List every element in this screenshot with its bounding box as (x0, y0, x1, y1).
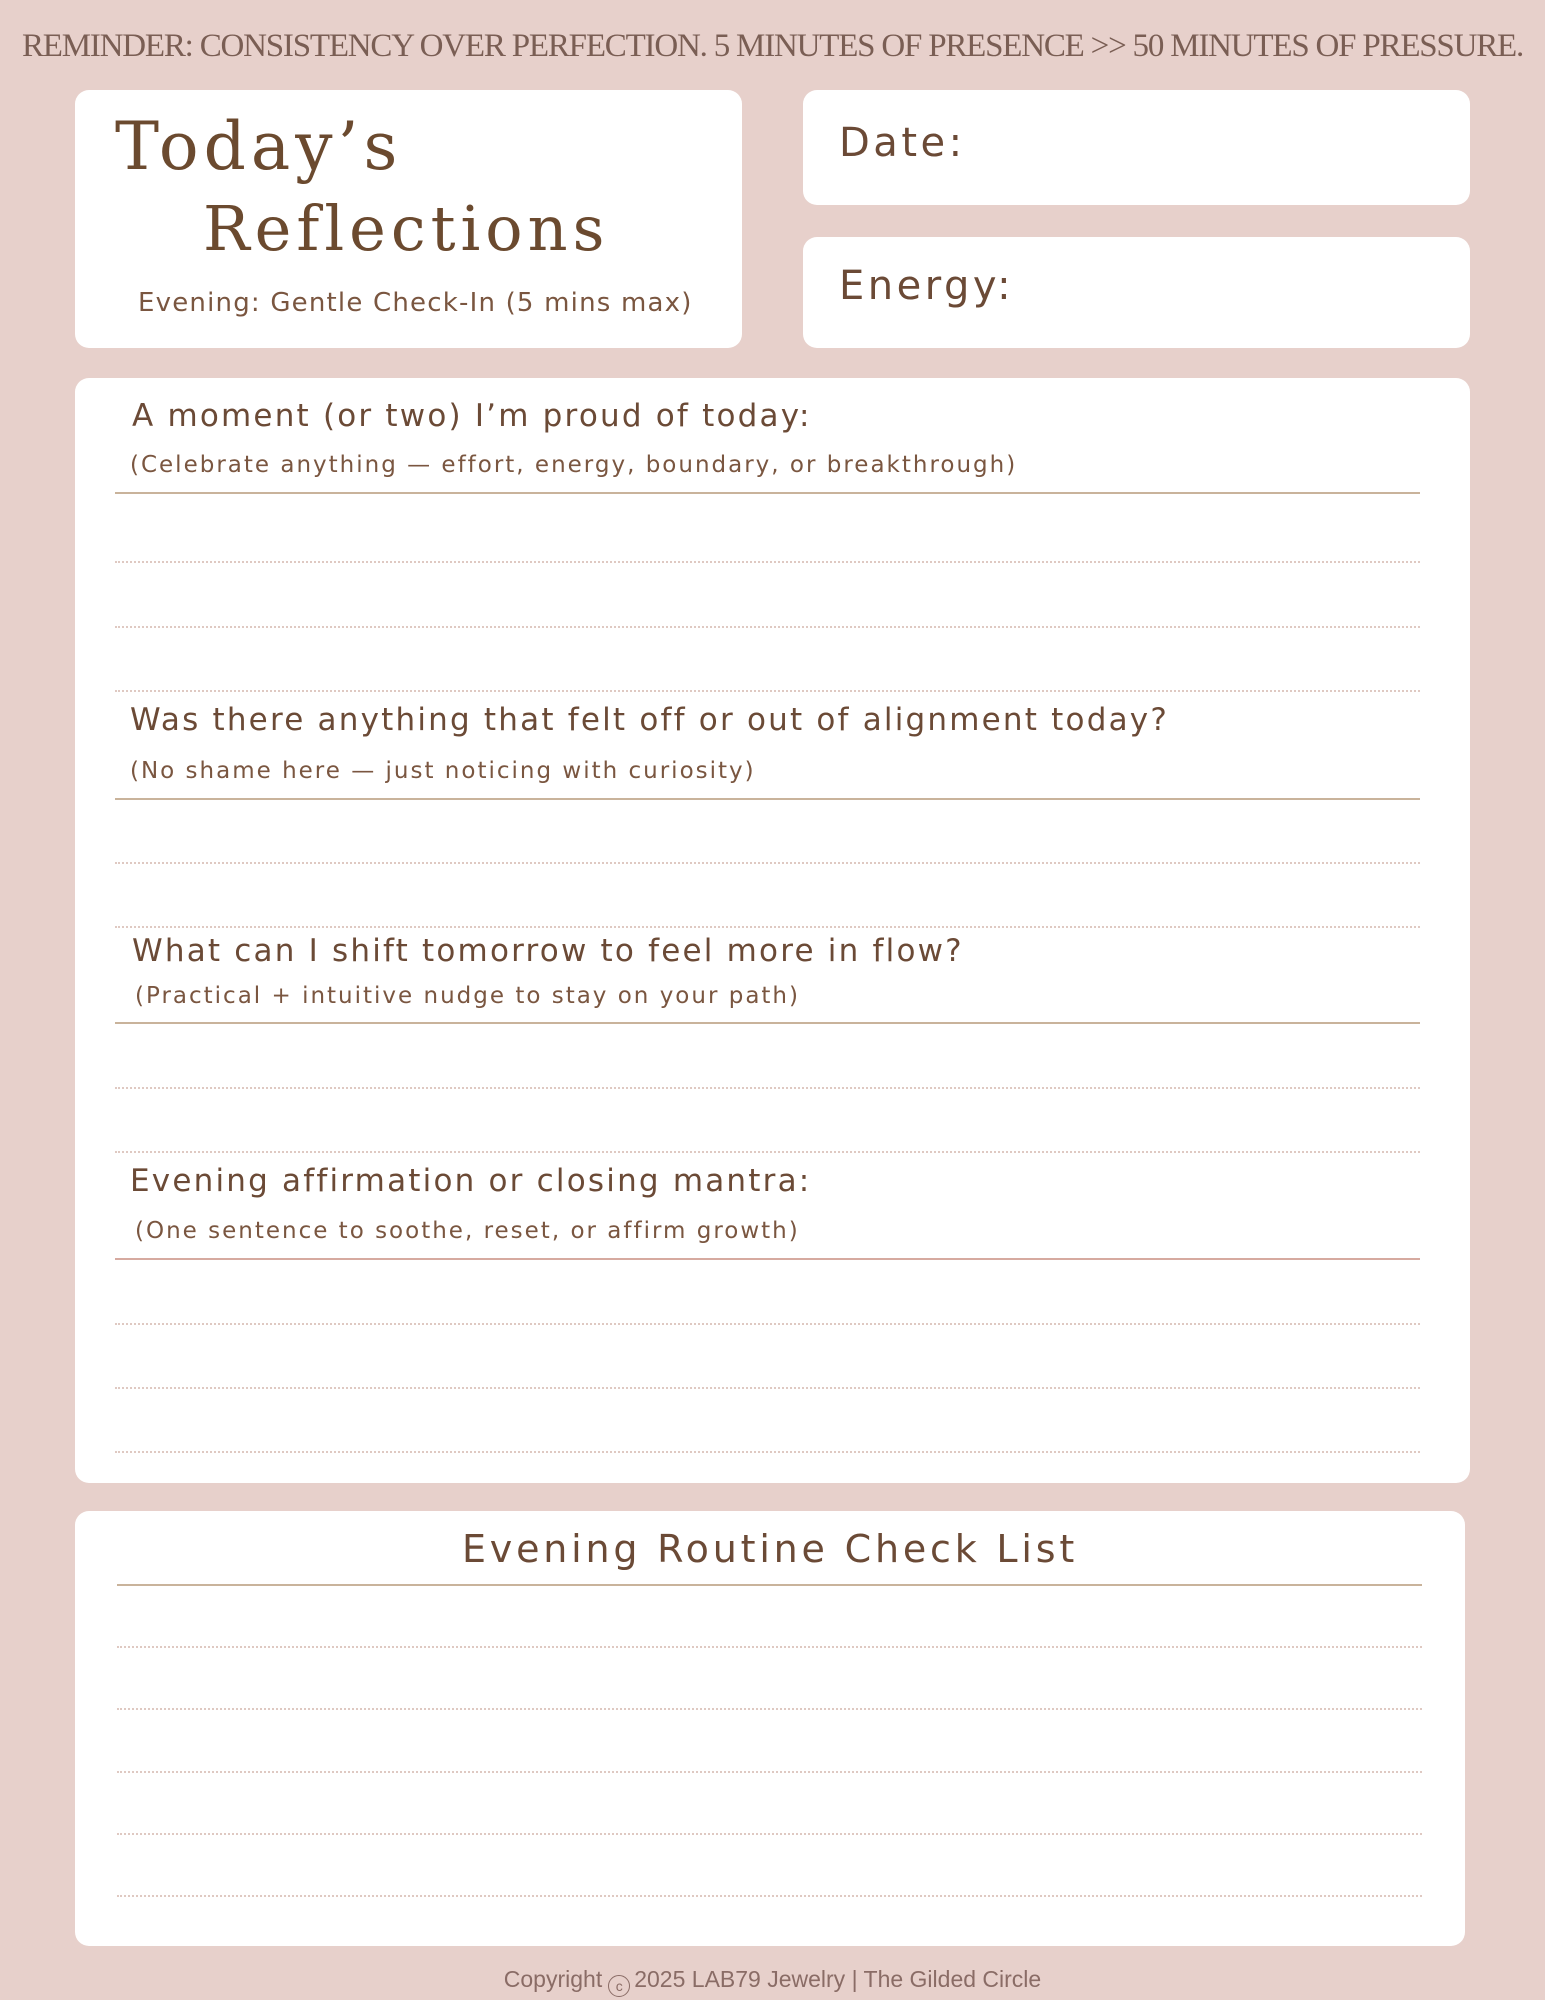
writing-line[interactable] (115, 561, 1420, 563)
title-card (75, 90, 742, 348)
prompt-title-affirmation: Evening affirmation or closing mantra: (130, 1163, 812, 1199)
prompt-divider (115, 798, 1420, 800)
writing-line[interactable] (115, 690, 1420, 692)
checklist-title: Evening Routine Check List (461, 1527, 1079, 1571)
page-subtitle: Evening: Gentle Check-In (5 mins max) (138, 288, 693, 318)
prompt-divider (115, 1022, 1420, 1024)
writing-line[interactable] (115, 1151, 1420, 1153)
prompt-hint-misalignment: (No shame here — just noticing with curiosity) (130, 758, 756, 784)
prompt-divider (115, 1258, 1420, 1260)
page-title: Today’s (115, 108, 403, 185)
page-title-line2: Reflections (203, 192, 610, 265)
date-label: Date: (839, 120, 966, 166)
energy-field[interactable] (803, 237, 1470, 348)
prompt-hint-shift: (Practical + intuitive nudge to stay on your path) (135, 983, 800, 1009)
prompt-title-misalignment: Was there anything that felt off or out of alignment today? (130, 702, 1169, 738)
prompt-hint-affirmation: (One sentence to soothe, reset, or affirm growth) (135, 1218, 800, 1244)
writing-line[interactable] (115, 1323, 1420, 1325)
writing-line[interactable] (115, 862, 1420, 864)
reflection-prompts-card (75, 378, 1470, 1483)
copyright-prefix: Copyright (503, 1966, 603, 1992)
copyright-icon: c (608, 1975, 630, 1997)
writing-line[interactable] (115, 1387, 1420, 1389)
prompt-title-shift: What can I shift tomorrow to feel more in flow? (132, 933, 964, 969)
writing-line[interactable] (115, 926, 1420, 928)
checklist-line[interactable] (117, 1708, 1422, 1710)
prompt-title-proud: A moment (or two) I’m proud of today: (132, 398, 812, 434)
date-field[interactable] (803, 90, 1470, 205)
prompt-hint-proud: (Celebrate anything — effort, energy, boundary, or breakthrough) (130, 452, 1018, 478)
reminder-banner: REMINDER: CONSISTENCY OVER PERFECTION. 5 MINUTES OF PRESENCE >> 50 MINUTES OF PRESSURE. (21, 28, 1524, 64)
checklist-line[interactable] (117, 1771, 1422, 1773)
checklist-line[interactable] (117, 1895, 1422, 1897)
writing-line[interactable] (115, 1451, 1420, 1453)
checklist-line[interactable] (117, 1833, 1422, 1835)
copyright-footer (0, 1966, 1545, 1997)
copyright-text: 2025 LAB79 Jewelry | The Gilded Circle (634, 1966, 1042, 1992)
checklist-divider (117, 1584, 1422, 1586)
evening-checklist-card (75, 1511, 1465, 1946)
energy-label: Energy: (839, 263, 1015, 309)
checklist-line[interactable] (117, 1646, 1422, 1648)
writing-line[interactable] (115, 626, 1420, 628)
prompt-divider (115, 492, 1420, 494)
writing-line[interactable] (115, 1087, 1420, 1089)
